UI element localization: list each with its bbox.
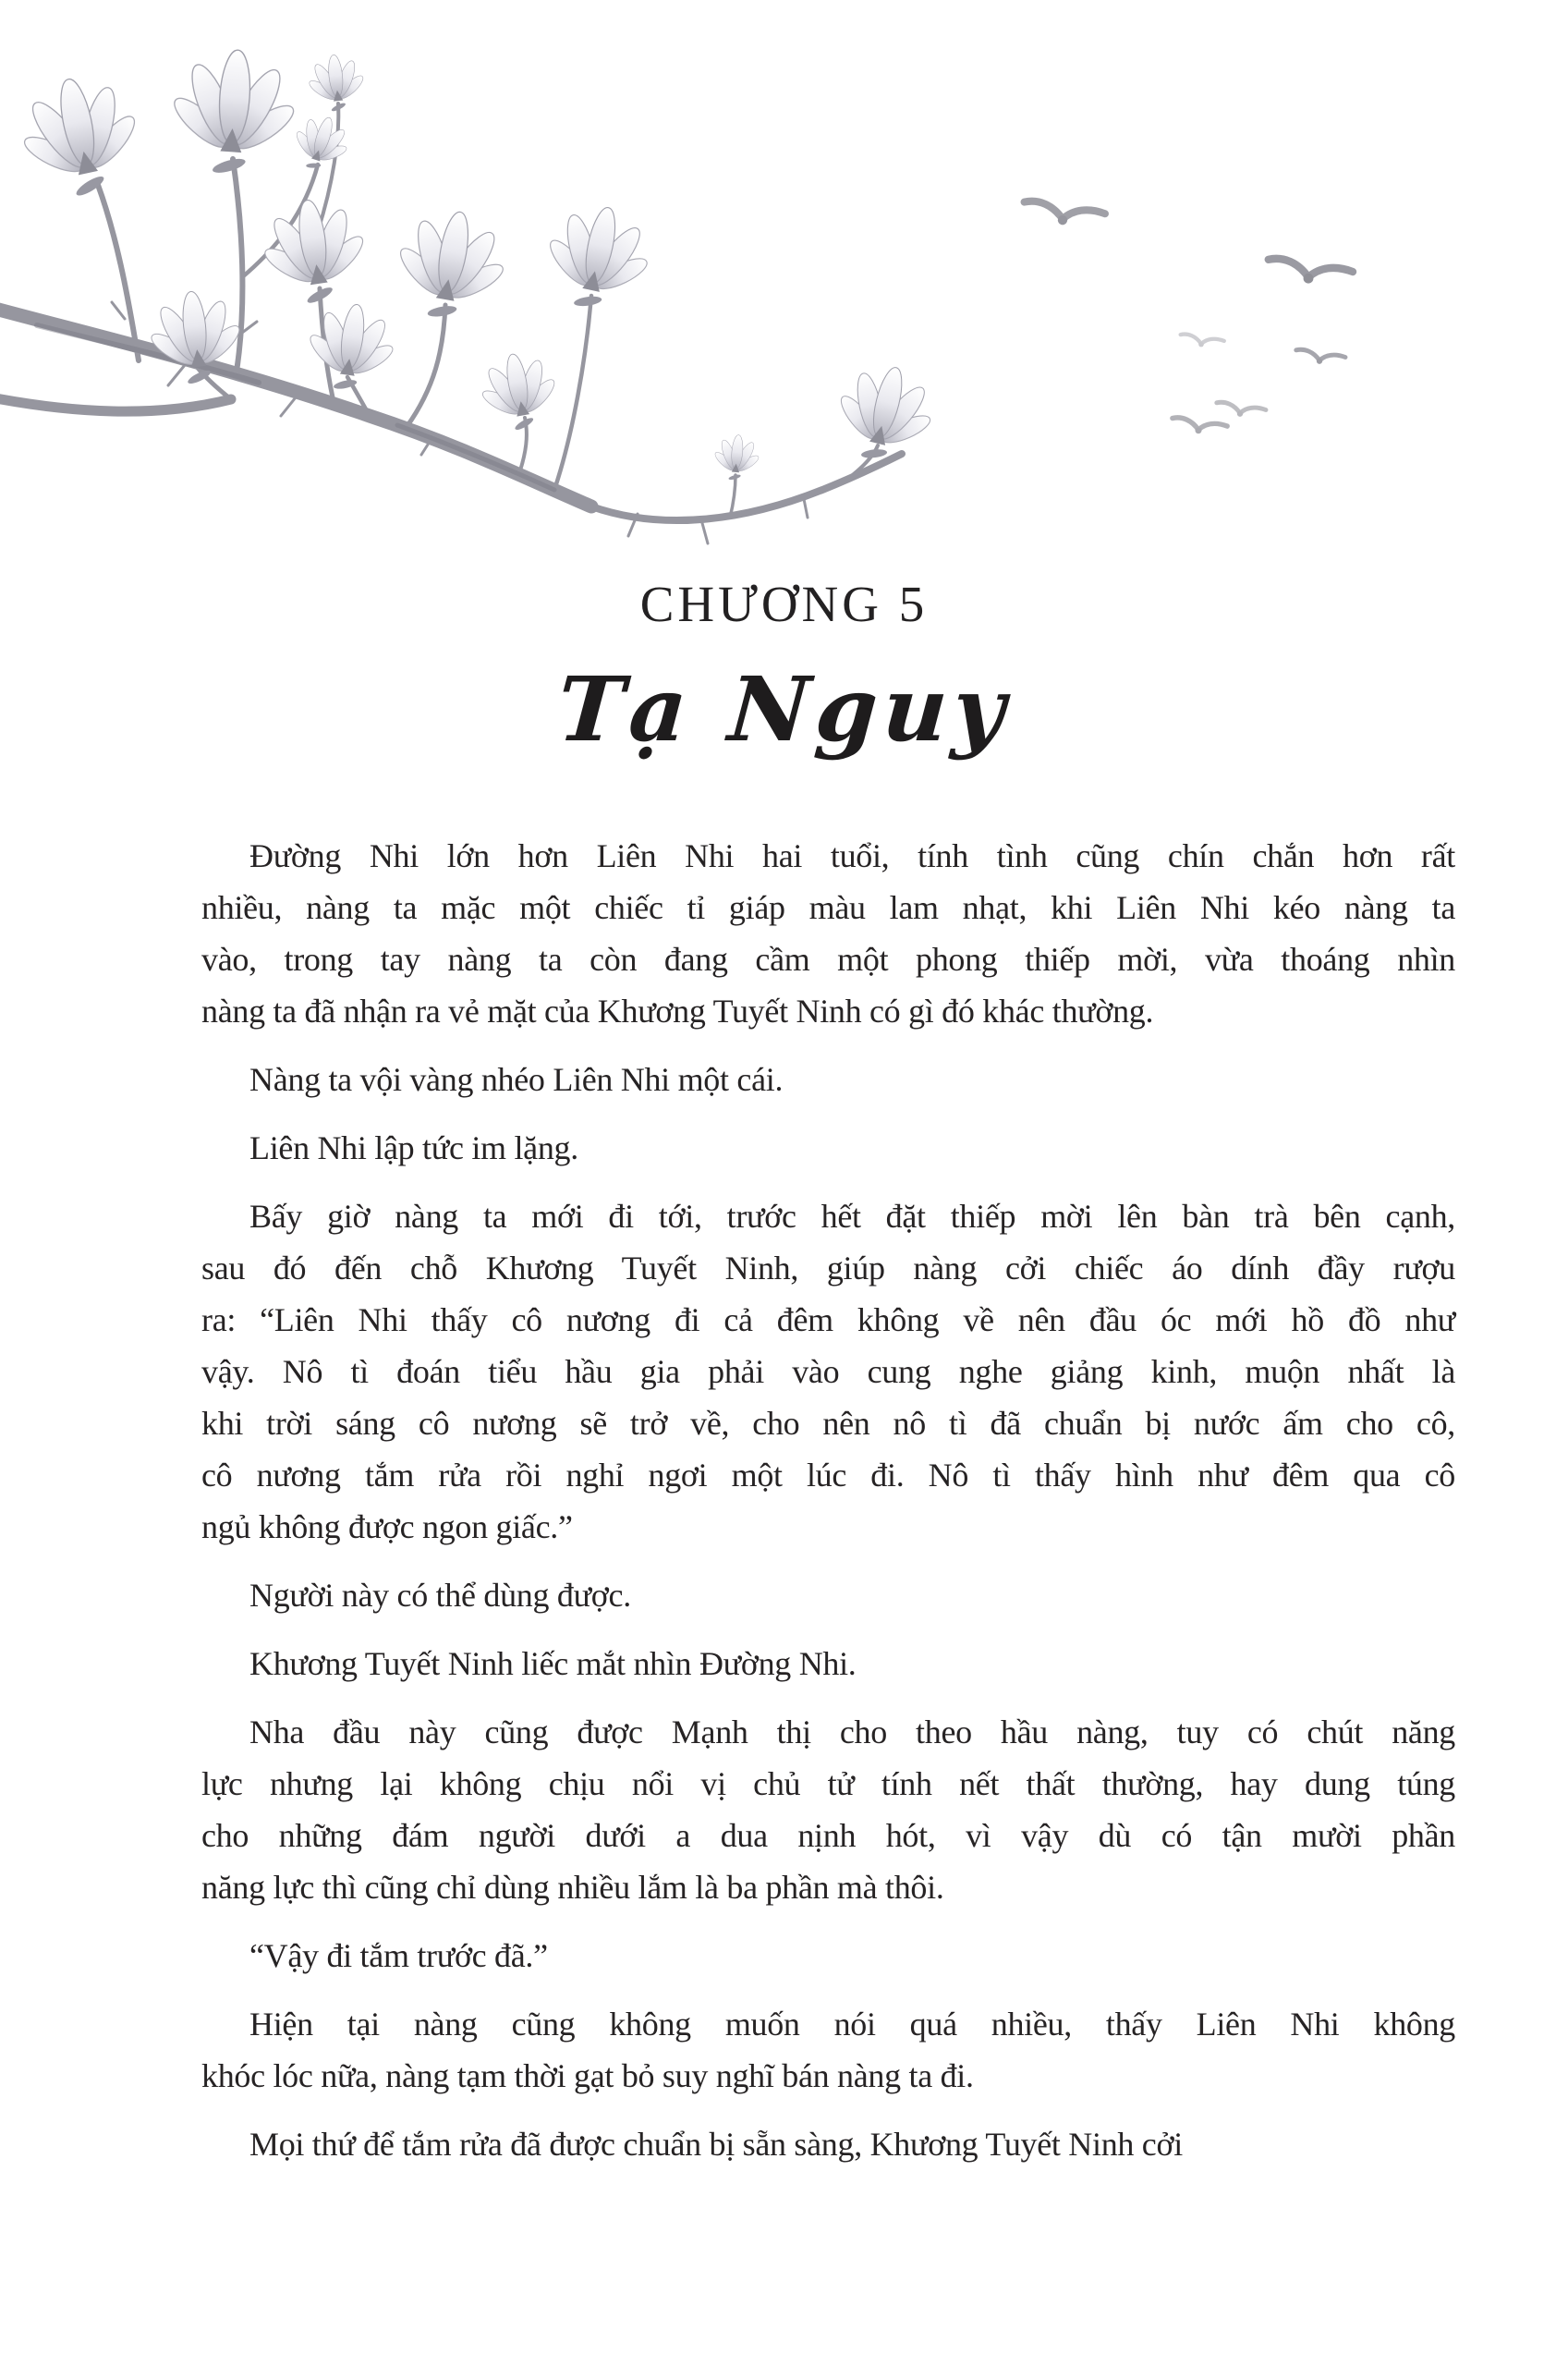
chapter-heading [0, 575, 1568, 762]
paragraph [201, 1930, 1455, 1982]
paragraph [201, 1054, 1455, 1105]
magnolia-blossoms [7, 45, 944, 483]
chapter-number: CHƯƠNG 5 [639, 576, 929, 632]
branch-strokes [0, 104, 902, 543]
text-line: Người này có thể dùng được. [249, 1577, 631, 1614]
text-line: năng lực thì cũng chỉ dùng nhiều lắm là ba phần mà thôi. [201, 1869, 944, 1906]
text-line: ngủ không được ngon giấc.” [201, 1508, 573, 1545]
text-line: Nha đầu này cũng được Mạnh thị cho theo hầu nàng, tuy có chút năng [249, 1714, 1455, 1750]
text-line: nàng ta đã nhận ra vẻ mặt của Khương Tuyết Ninh có gì đó khác thường. [201, 993, 1154, 1030]
text-line: vậy. Nô tì đoán tiểu hầu gia phải vào cung nghe giảng kinh, muộn nhất là [201, 1353, 1455, 1390]
text-line: “Vậy đi tắm trước đã.” [249, 1937, 548, 1974]
text-line: Bấy giờ nàng ta mới đi tới, trước hết đặt thiếp mời lên bàn trà bên cạnh, [249, 1198, 1455, 1235]
text-line: cô nương tắm rửa rồi nghỉ ngơi một lúc đi. Nô tì thấy hình như đêm qua cô [201, 1457, 1455, 1494]
text-line: khóc lóc nữa, nàng tạm thời gạt bỏ suy nghĩ bán nàng ta đi. [201, 2057, 974, 2094]
text-line: khi trời sáng cô nương sẽ trở về, cho nên nô tì đã chuẩn bị nước ấm cho cô, [201, 1405, 1455, 1442]
text-line: Nàng ta vội vàng nhéo Liên Nhi một cái. [249, 1061, 784, 1098]
paragraph [201, 1998, 1455, 2102]
text-line: Đường Nhi lớn hơn Liên Nhi hai tuổi, tính tình cũng chín chắn hơn rất [249, 837, 1455, 874]
text-line: Hiện tại nàng cũng không muốn nói quá nhiều, thấy Liên Nhi không [249, 2006, 1455, 2043]
paragraph [201, 1569, 1455, 1621]
text-line: Khương Tuyết Ninh liếc mắt nhìn Đường Nhi. [249, 1645, 857, 1682]
text-line: Mọi thứ để tắm rửa đã được chuẩn bị sẵn sàng, Khương Tuyết Ninh cởi [249, 2126, 1183, 2163]
chapter-title: Tạ Nguy [553, 657, 1015, 762]
paragraph [201, 1190, 1455, 1553]
flying-birds [1025, 201, 1353, 434]
text-line: sau đó đến chỗ Khương Tuyết Ninh, giúp nàng cởi chiếc áo dính đầy rượu [201, 1250, 1455, 1287]
text-line: lực nhưng lại không chịu nổi vị chủ tử tính nết thất thường, hay dung túng [201, 1765, 1455, 1802]
text-line: Liên Nhi lập tức im lặng. [249, 1129, 578, 1166]
chapter-body-text [201, 830, 1455, 2187]
text-line: vào, trong tay nàng ta còn đang cầm một phong thiếp mời, vừa thoáng nhìn [201, 941, 1455, 978]
paragraph [201, 1706, 1455, 1913]
text-line: nhiều, nàng ta mặc một chiếc tỉ giáp màu lam nhạt, khi Liên Nhi kéo nàng ta [201, 889, 1455, 926]
text-line: ra: “Liên Nhi thấy cô nương đi cả đêm không về nên đầu óc mới hồ đồ như [201, 1301, 1455, 1338]
paragraph [201, 1638, 1455, 1689]
paragraph [201, 2118, 1455, 2170]
paragraph [201, 830, 1455, 1037]
magnolia-branch-illustration [0, 0, 1568, 592]
paragraph [201, 1122, 1455, 1174]
text-line: cho những đám người dưới a dua nịnh hót, vì vậy dù có tận mười phần [201, 1817, 1455, 1854]
